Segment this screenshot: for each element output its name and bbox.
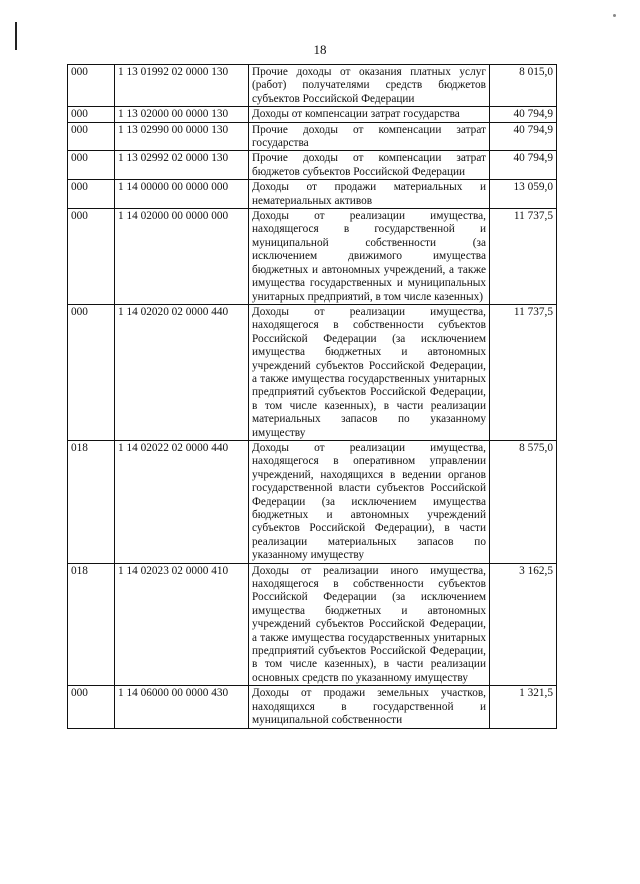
revenue-code-cell: 1 14 02000 00 0000 000 (115, 209, 249, 305)
admin-code-cell: 000 (68, 686, 115, 728)
revenue-code-cell: 1 14 06000 00 0000 430 (115, 686, 249, 728)
admin-code-cell: 018 (68, 563, 115, 686)
revenue-code-cell: 1 14 02022 02 0000 440 (115, 440, 249, 563)
revenue-name-cell: Доходы от реализации имущества, находящегося в государственной и муниципальной собственности (за исключением движимого имущества бюджетных и автономных учреждений, а также имущества государственных и муниципальных унитарных предприятий, в том числе казенных) (249, 209, 490, 305)
revenue-code-cell: 1 14 02020 02 0000 440 (115, 304, 249, 440)
table-row (68, 122, 557, 151)
amount-cell: 3 162,5 (490, 563, 557, 686)
amount-cell: 8 575,0 (490, 440, 557, 563)
revenue-code-cell: 1 13 02990 00 0000 130 (115, 122, 249, 151)
table-row (68, 563, 557, 686)
table-row (68, 304, 557, 440)
table-row (68, 180, 557, 209)
admin-code-cell: 000 (68, 122, 115, 151)
revenue-name-cell: Прочие доходы от оказания платных услуг (работ) получателями средств бюджетов субъектов Российской Федерации (249, 65, 490, 107)
revenue-name-cell: Доходы от продажи земельных участков, находящихся в государственной и муниципальной собственности (249, 686, 490, 728)
table-row (68, 209, 557, 305)
admin-code-cell: 000 (68, 107, 115, 122)
admin-code-cell: 000 (68, 180, 115, 209)
scan-dot (613, 14, 616, 17)
table-row (68, 686, 557, 728)
revenue-code-cell: 1 13 02992 02 0000 130 (115, 151, 249, 180)
amount-cell: 11 737,5 (490, 304, 557, 440)
revenue-name-cell: Доходы от реализации иного имущества, находящегося в собственности субъектов Российской Федерации (за исключением имущества бюджетных и автономных учреждений субъектов Российской Федерации, а также имущества государственных унитарных предприятий субъектов Российской Федерации, в том числе казенных), в части реализации основных средств по указанному имуществу (249, 563, 490, 686)
table-row (68, 65, 557, 107)
revenue-code-cell: 1 13 02000 00 0000 130 (115, 107, 249, 122)
revenue-name-cell: Прочие доходы от компенсации затрат бюджетов субъектов Российской Федерации (249, 151, 490, 180)
page-number: 18 (313, 42, 327, 57)
amount-cell: 1 321,5 (490, 686, 557, 728)
admin-code-cell: 000 (68, 209, 115, 305)
revenue-name-cell: Доходы от реализации имущества, находящегося в собственности субъектов Российской Федерации (за исключением имущества бюджетных и автономных учреждений субъектов Российской Федерации, а также имущества государственных унитарных предприятий субъектов Российской Федерации, в том числе казенных), в части реализации материальных запасов по указанному имуществу (249, 304, 490, 440)
admin-code-cell: 018 (68, 440, 115, 563)
table-row (68, 151, 557, 180)
revenue-name-cell: Доходы от продажи материальных и нематериальных активов (249, 180, 490, 209)
admin-code-cell: 000 (68, 65, 115, 107)
admin-code-cell: 000 (68, 151, 115, 180)
revenue-name-cell: Доходы от реализации имущества, находящегося в оперативном управлении учреждений, находящихся в ведении органов государственной власти субъектов Российской Федерации (за исключением имущества бюджетных и автономных учреждений субъектов Российской Федерации), в части реализации материальных запасов по указанному имуществу (249, 440, 490, 563)
amount-cell: 40 794,9 (490, 151, 557, 180)
amount-cell: 8 015,0 (490, 65, 557, 107)
revenue-name-cell: Прочие доходы от компенсации затрат государства (249, 122, 490, 151)
admin-code-cell: 000 (68, 304, 115, 440)
amount-cell: 13 059,0 (490, 180, 557, 209)
revenue-code-cell: 1 14 02023 02 0000 410 (115, 563, 249, 686)
revenue-table (67, 64, 557, 729)
revenue-code-cell: 1 13 01992 02 0000 130 (115, 65, 249, 107)
table-row (68, 107, 557, 122)
revenue-name-cell: Доходы от компенсации затрат государства (249, 107, 490, 122)
revenue-code-cell: 1 14 00000 00 0000 000 (115, 180, 249, 209)
amount-cell: 40 794,9 (490, 122, 557, 151)
revenue-table-body (68, 65, 557, 729)
amount-cell: 11 737,5 (490, 209, 557, 305)
amount-cell: 40 794,9 (490, 107, 557, 122)
table-row (68, 440, 557, 563)
